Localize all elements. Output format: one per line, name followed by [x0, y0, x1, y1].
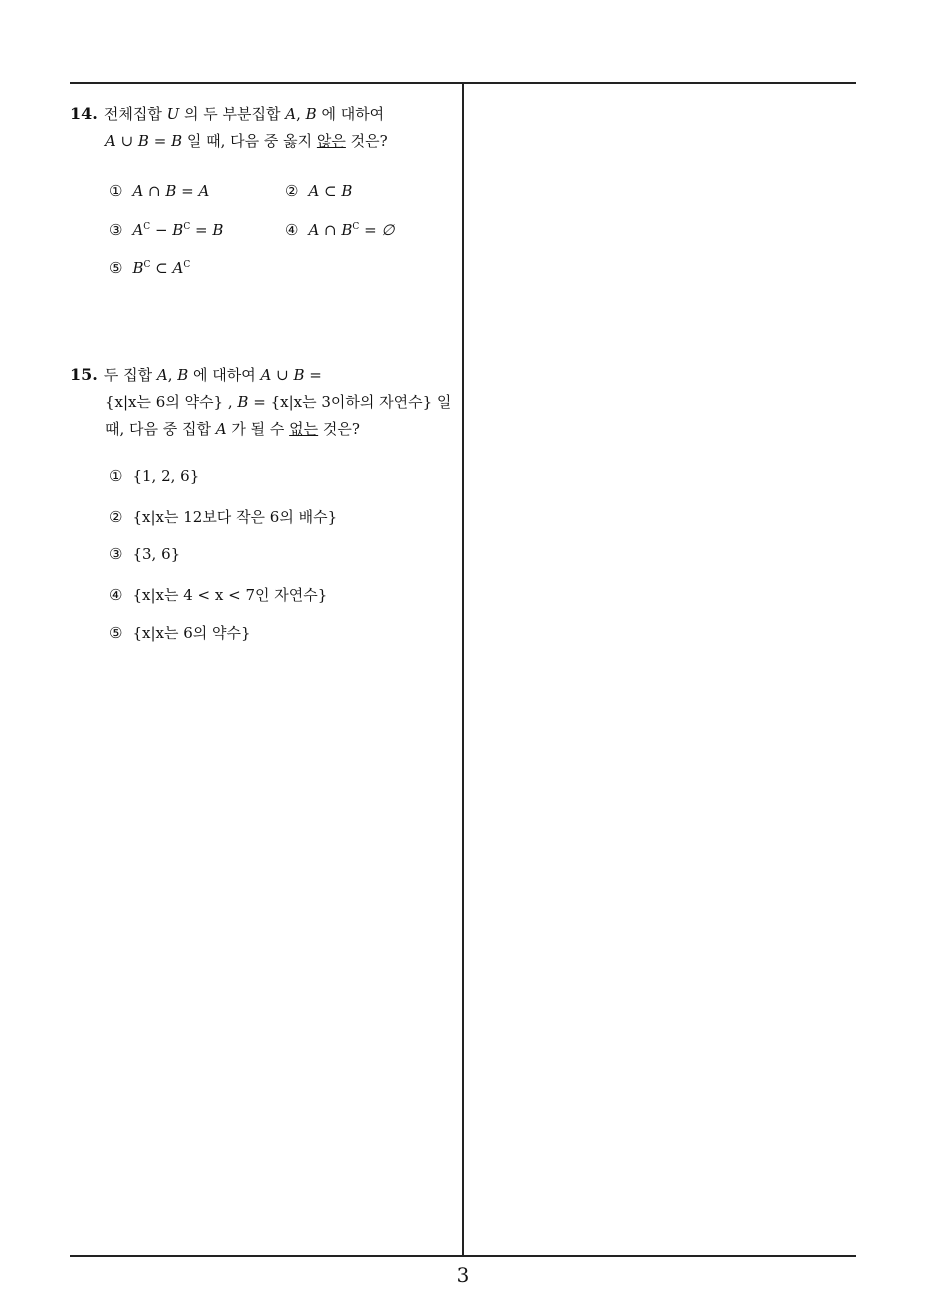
q15-text: 때, 다음 중 집합: [105, 420, 216, 438]
question-15-line-2: [70, 389, 455, 416]
q14-underlined-word: 않은: [316, 132, 346, 150]
q14-set-u: U: [166, 105, 180, 123]
q15-b-equals: B =: [237, 393, 271, 411]
question-14-line-2: [70, 128, 455, 155]
question-15: [70, 361, 455, 443]
choice-text: {3, 6}: [132, 545, 181, 563]
choice-text: ⊂ A: [150, 259, 184, 277]
q15-choice-1[interactable]: [109, 467, 199, 485]
q14-text: 에 대하여: [316, 105, 385, 123]
question-14-number: 14.: [70, 104, 98, 123]
choice-superscript: C: [143, 222, 151, 232]
q15-text: 에 대하여: [188, 366, 261, 384]
q14-text: 것은?: [345, 132, 388, 150]
q15-choice-2[interactable]: [109, 506, 337, 527]
choice-mark: ④: [285, 221, 299, 239]
choice-text: A ∩ B: [308, 221, 353, 239]
q14-condition: A ∪ B = B: [105, 132, 183, 150]
choice-text: A ∩ B = A: [132, 182, 210, 200]
choice-mark: ①: [109, 182, 123, 200]
q15-choice-5[interactable]: [109, 622, 251, 643]
page-number: 3: [456, 1263, 470, 1287]
question-15-line-1: [70, 361, 455, 389]
q14-choice-3[interactable]: [109, 221, 223, 239]
choice-text: A: [132, 221, 144, 239]
q15-set-a: A: [215, 420, 227, 438]
q15-text: 가 될 수: [226, 420, 290, 438]
q15-text: 것은?: [318, 420, 360, 438]
choice-mark: ⑤: [109, 624, 123, 642]
choice-mark: ⑤: [109, 259, 123, 277]
q14-choice-1[interactable]: [109, 182, 209, 200]
q15-underlined-word: 없는: [289, 420, 319, 438]
choice-mark: ②: [285, 182, 299, 200]
choice-text: = ∅: [359, 221, 395, 239]
q14-text: 전체집합: [103, 105, 167, 123]
choice-mark: ③: [109, 221, 123, 239]
choice-text: B: [132, 259, 144, 277]
q14-comma: ,: [296, 105, 306, 123]
q15-set-divisors: {x|x는 6의 약수}: [105, 393, 224, 411]
choice-superscript: C: [183, 260, 191, 270]
q15-choice-4[interactable]: [109, 584, 327, 605]
choice-superscript: C: [183, 222, 191, 232]
q14-choice-5[interactable]: [109, 259, 190, 277]
choice-mark: ④: [109, 586, 123, 604]
q14-set-a: A: [285, 105, 297, 123]
q14-choice-4[interactable]: [285, 221, 394, 239]
q15-set-b: B: [177, 366, 189, 384]
choice-text: {x|x는 12보다 작은 6의 배수}: [132, 508, 338, 526]
q14-text: 의 두 부분집합: [179, 105, 286, 123]
choice-text: − B: [150, 221, 184, 239]
q15-comma: ,: [167, 366, 178, 384]
q14-choice-2[interactable]: [285, 182, 352, 200]
choice-mark: ③: [109, 545, 123, 563]
choice-text: A ⊂ B: [308, 182, 353, 200]
question-15-number: 15.: [70, 365, 98, 384]
q15-text: 일: [432, 393, 452, 411]
bottom-rule: [70, 1255, 856, 1257]
choice-text: {1, 2, 6}: [132, 467, 200, 485]
choice-mark: ②: [109, 508, 123, 526]
choice-mark: ①: [109, 467, 123, 485]
q15-set-a: A: [156, 366, 168, 384]
choice-superscript: C: [352, 222, 360, 232]
question-14: [70, 100, 455, 155]
choice-text: = B: [190, 221, 224, 239]
q15-choice-3[interactable]: [109, 545, 180, 563]
column-divider: [462, 83, 464, 1257]
question-14-line-1: [70, 100, 455, 128]
q15-union: A ∪ B =: [260, 366, 322, 384]
q14-text: 일 때, 다음 중 옳지: [182, 132, 317, 150]
choice-text: {x|x는 6의 약수}: [132, 624, 251, 642]
q14-set-b: B: [305, 105, 317, 123]
q15-separator: ,: [223, 393, 238, 411]
choice-superscript: C: [143, 260, 151, 270]
choice-text: {x|x는 4 < x < 7인 자연수}: [132, 586, 328, 604]
q15-text: 두 집합: [103, 366, 157, 384]
q15-set-natural: {x|x는 3이하의 자연수}: [270, 393, 433, 411]
question-15-line-3: [70, 416, 455, 443]
